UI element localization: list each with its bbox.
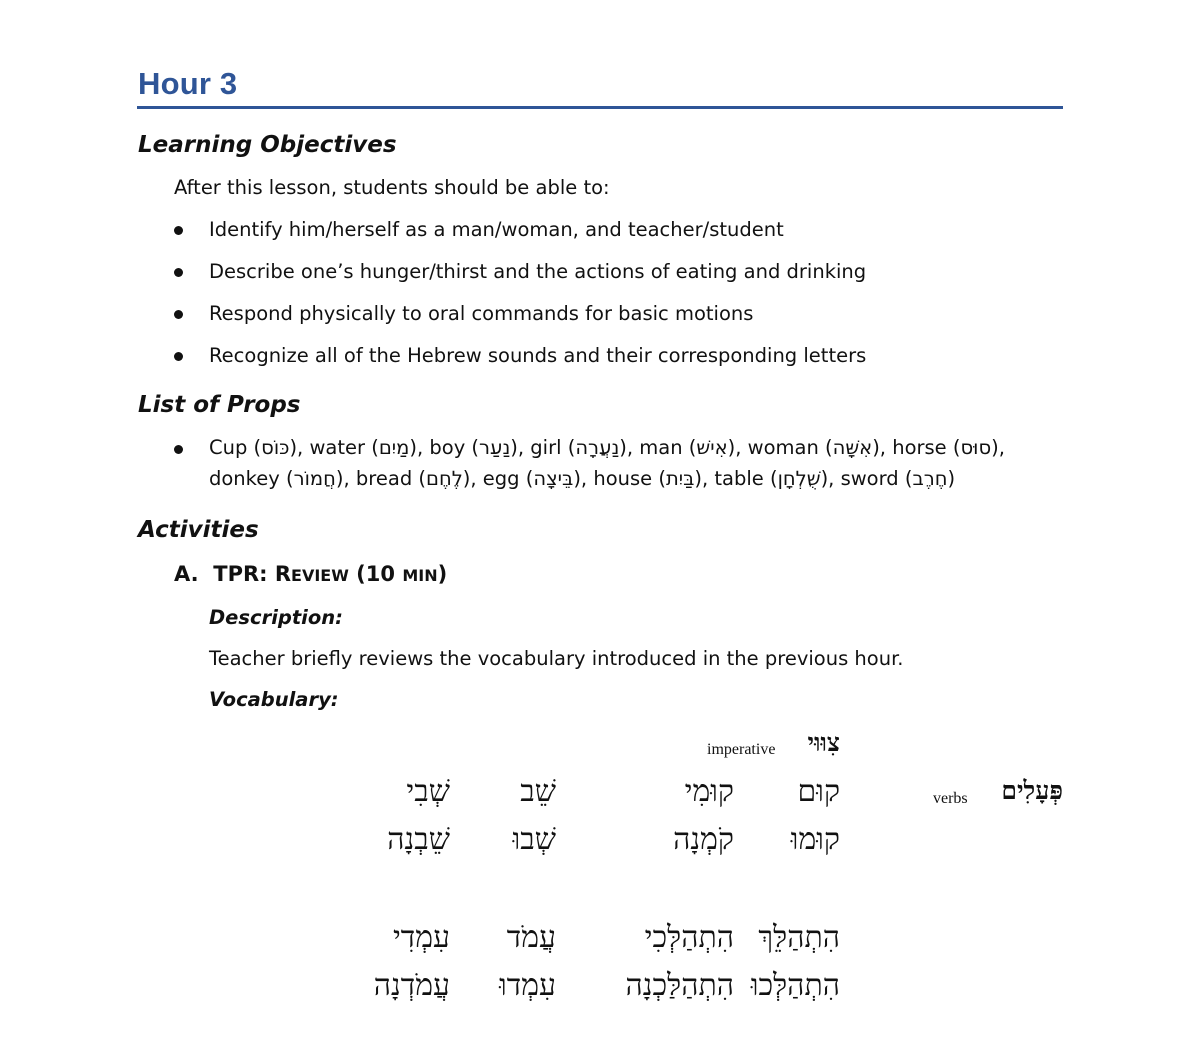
vocabulary-label: Vocabulary:	[209, 688, 339, 711]
objectives-intro: After this lesson, students should be able to:	[174, 176, 610, 199]
section-heading	[174, 562, 447, 586]
description-label: Description:	[209, 606, 343, 629]
objective-item: Respond physically to oral commands for basic motions	[209, 302, 754, 325]
vocab-word: הִתְהַלְּכוּ	[750, 968, 840, 1003]
vocab-word: שֵׁבְנָה	[387, 822, 450, 857]
imperative-gloss: imperative	[707, 741, 776, 758]
vocab-word: הִתְהַלֵּךְ	[758, 920, 840, 955]
vocab-word: שֵׁב	[520, 774, 556, 809]
verbs-gloss: verbs	[933, 790, 968, 807]
description-text: Teacher briefly reviews the vocabulary introduced in the previous hour.	[209, 647, 904, 670]
page-title: Hour 3	[138, 66, 238, 101]
bullet-icon	[174, 352, 183, 361]
section-title-part: MIN	[402, 566, 438, 585]
section-title-part: )	[437, 562, 448, 586]
title-divider	[137, 106, 1063, 109]
props-line-1: Cup (כּוֹס), water (מַיִם), boy (נַעַר), girl (נַעֲרָה), man (אִישׁ), woman (אִשָּׁה), horse (סוּס),	[209, 436, 1005, 459]
section-letter: A.	[174, 562, 199, 586]
vocab-word: הִתְהַלְּכִי	[644, 920, 734, 955]
vocab-word: עִמְדִי	[392, 920, 450, 955]
vocab-word: הִתְהַלַּכְנָה	[625, 968, 734, 1003]
vocab-word: שְׁבִי	[406, 774, 450, 809]
bullet-icon	[174, 226, 183, 235]
section-title-part: EVIEW	[291, 566, 349, 585]
bullet-icon	[174, 445, 183, 454]
vocab-word: קֹמְנָה	[673, 822, 734, 857]
bullet-icon	[174, 310, 183, 319]
vocab-word: קוּמִי	[684, 774, 734, 809]
vocab-word: עֲמֹדְנָה	[373, 968, 450, 1003]
objective-item: Identify him/herself as a man/woman, and teacher/student	[209, 218, 784, 241]
verbs-hebrew: פְּעָלִים	[1001, 776, 1063, 805]
vocab-word: עֲמֹד	[506, 920, 556, 955]
bullet-icon	[174, 268, 183, 277]
section-title-part: R	[274, 562, 292, 586]
vocab-word: קוּמוּ	[790, 822, 840, 857]
vocab-word: עִמְדוּ	[499, 968, 556, 1003]
section-title-part: (10	[348, 562, 403, 586]
objective-item: Describe one’s hunger/thirst and the actions of eating and drinking	[209, 260, 867, 283]
imperative-hebrew: צִוּוּי	[807, 728, 840, 757]
section-title-part: TPR:	[213, 562, 275, 586]
vocab-word: קוּם	[797, 774, 840, 809]
props-line-2: donkey (חֲמוֹר), bread (לֶחֶם), egg (בֵּיצָה), house (בַּיִת), table (שֻׁלְחָן), sword (חֶרֶב)	[209, 467, 956, 490]
objective-item: Recognize all of the Hebrew sounds and their corresponding letters	[209, 344, 867, 367]
learning-objectives-heading: Learning Objectives	[138, 132, 397, 158]
activities-heading: Activities	[138, 517, 259, 543]
vocab-word: שְׁבוּ	[512, 822, 556, 857]
props-heading: List of Props	[138, 392, 301, 418]
